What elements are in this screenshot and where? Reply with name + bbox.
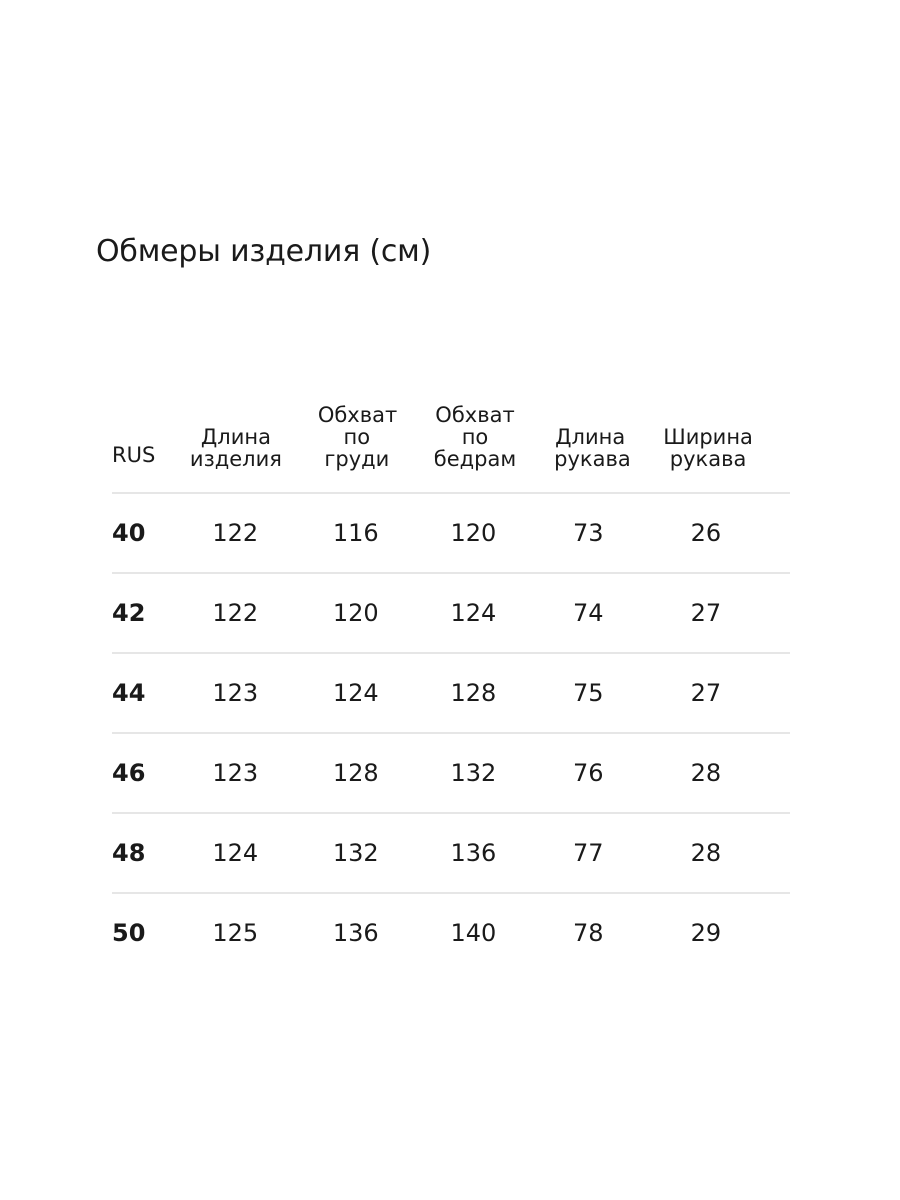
length-cell: 124 (212, 839, 259, 867)
table-row (112, 494, 790, 574)
chest-cell: 132 (332, 839, 379, 867)
size-cell: 44 (112, 679, 146, 707)
sleeve-width-cell: 26 (690, 519, 722, 547)
table-row (112, 894, 790, 972)
chest-cell: 120 (332, 599, 379, 627)
hips-cell: 136 (450, 839, 497, 867)
chest-cell: 124 (332, 679, 379, 707)
hips-cell: 124 (450, 599, 497, 627)
chest-cell: 116 (332, 519, 379, 547)
page-title: Обмеры изделия (см) (96, 234, 432, 269)
sleeve-width-cell: 27 (690, 679, 722, 707)
header-chest: Обхват по груди (317, 402, 398, 471)
hips-cell: 120 (450, 519, 497, 547)
sleeve-length-cell: 76 (573, 759, 604, 787)
chest-cell: 136 (332, 919, 379, 947)
size-cell: 50 (112, 919, 146, 947)
table-row (112, 814, 790, 894)
sleeve-length-cell: 75 (573, 679, 604, 707)
table-row (112, 734, 790, 814)
size-cell: 40 (112, 519, 146, 547)
header-sleeve-length: Длина рукава (554, 424, 631, 471)
table-header (112, 390, 790, 494)
length-cell: 122 (212, 599, 259, 627)
sleeve-width-cell: 28 (690, 759, 722, 787)
header-hips: Обхват по бедрам (433, 402, 517, 471)
length-cell: 123 (212, 759, 259, 787)
sleeve-width-cell: 29 (690, 919, 722, 947)
sleeve-length-cell: 74 (573, 599, 604, 627)
size-table (112, 390, 790, 972)
hips-cell: 128 (450, 679, 497, 707)
header-rus: RUS (112, 442, 156, 467)
sleeve-width-cell: 28 (690, 839, 722, 867)
chest-cell: 128 (332, 759, 379, 787)
hips-cell: 140 (450, 919, 497, 947)
sleeve-length-cell: 77 (573, 839, 604, 867)
header-length: Длина изделия (189, 424, 282, 471)
sleeve-width-cell: 27 (690, 599, 722, 627)
length-cell: 125 (212, 919, 259, 947)
table-row (112, 574, 790, 654)
header-sleeve-width: Ширина рукава (663, 424, 753, 471)
size-cell: 46 (112, 759, 146, 787)
size-cell: 48 (112, 839, 146, 867)
size-cell: 42 (112, 599, 146, 627)
length-cell: 122 (212, 519, 259, 547)
sleeve-length-cell: 73 (573, 519, 604, 547)
table-row (112, 654, 790, 734)
hips-cell: 132 (450, 759, 497, 787)
sleeve-length-cell: 78 (573, 919, 604, 947)
length-cell: 123 (212, 679, 259, 707)
